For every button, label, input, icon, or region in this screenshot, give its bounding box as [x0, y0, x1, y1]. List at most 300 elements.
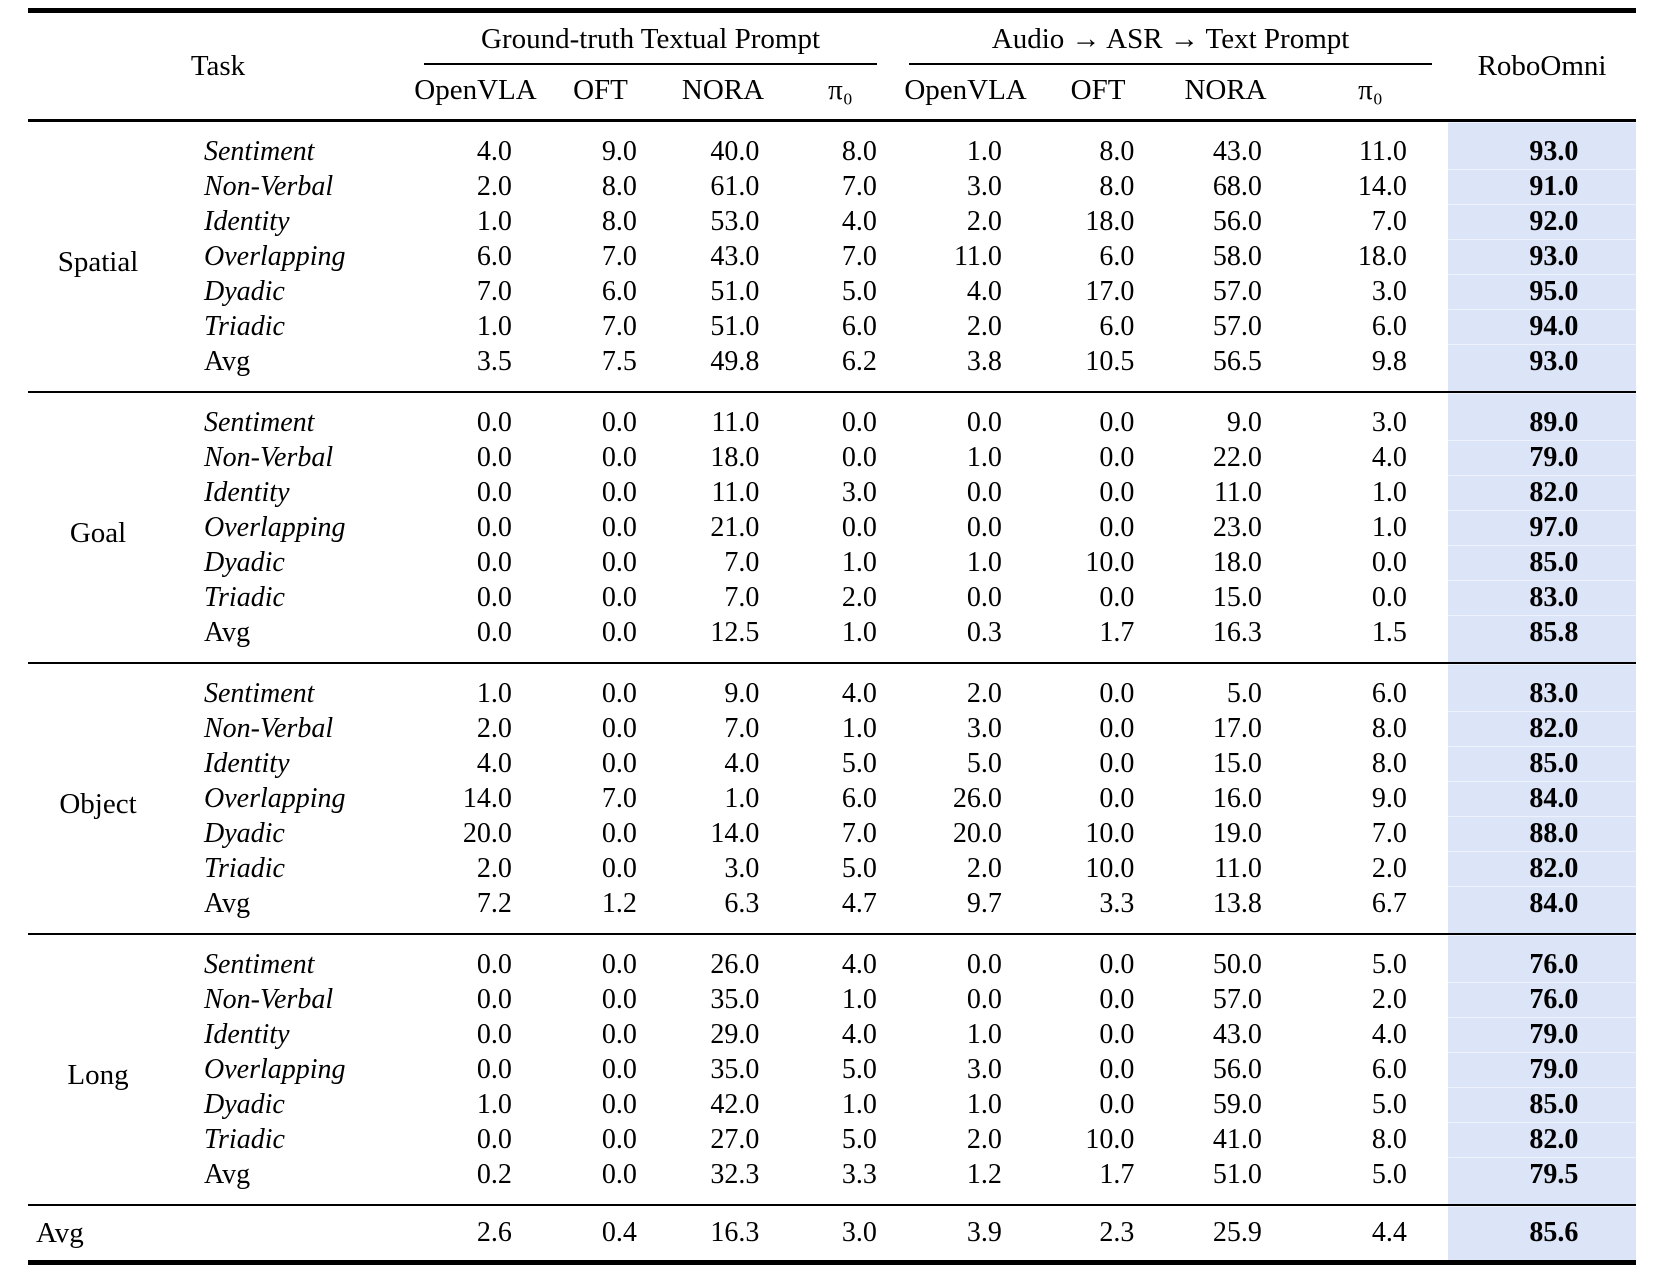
roboomni-score-cell: [1448, 239, 1636, 274]
score-cell: [408, 934, 543, 982]
score-cell: [543, 204, 658, 239]
score-value: 6.0: [841, 782, 877, 814]
score-value: 3.9: [966, 1217, 1002, 1248]
score-cell: [1158, 392, 1293, 440]
score-value: 0.0: [476, 546, 512, 578]
score-cell: [408, 851, 543, 886]
score-value: 3.5: [476, 345, 512, 377]
score-value: 4.4: [1371, 1217, 1407, 1248]
score-value: 0.0: [1099, 677, 1135, 709]
score-value: 9.0: [1371, 782, 1407, 814]
score-value: 42.0: [710, 1088, 760, 1120]
score-value: 0.0: [601, 817, 637, 849]
score-cell: [1038, 309, 1158, 344]
score-cell: [543, 121, 658, 170]
score-cell: [1293, 239, 1448, 274]
score-cell: [408, 475, 543, 510]
score-value: 0.0: [1099, 712, 1135, 744]
score-cell: [1038, 746, 1158, 781]
score-value: 0.0: [601, 948, 637, 980]
score-cell: [1038, 580, 1158, 615]
score-cell: [1158, 746, 1293, 781]
table-row: [28, 816, 1636, 851]
score-cell: [893, 982, 1038, 1017]
score-value: 0.0: [601, 983, 637, 1015]
subtask-label: Identity: [204, 205, 290, 237]
subtask-label: Dyadic: [204, 275, 285, 307]
score-value: 91.0: [1529, 170, 1579, 202]
score-value: 0.0: [476, 948, 512, 980]
score-value: 0.0: [1099, 983, 1135, 1015]
score-cell: [788, 169, 893, 204]
score-value: 0.0: [1099, 1018, 1135, 1050]
score-cell: [658, 239, 788, 274]
score-cell: [658, 1087, 788, 1122]
score-value: 0.0: [1099, 511, 1135, 543]
subtask-label: Sentiment: [204, 677, 315, 709]
score-value: 0.0: [601, 712, 637, 744]
score-cell: [543, 545, 658, 580]
score-value: 1.0: [966, 441, 1002, 473]
score-value: 4.0: [841, 1018, 877, 1050]
score-cell: [1038, 392, 1158, 440]
table-row: [28, 1017, 1636, 1052]
table-row: [28, 169, 1636, 204]
score-value: 94.0: [1529, 310, 1579, 342]
table-row: [28, 1052, 1636, 1087]
subtask-label: Triadic: [204, 581, 285, 613]
score-value: 7.0: [841, 240, 877, 272]
score-cell: [408, 510, 543, 545]
header-row-groups: [28, 11, 1636, 66]
score-cell: [893, 204, 1038, 239]
score-cell: [658, 1017, 788, 1052]
score-cell: [1038, 1122, 1158, 1157]
score-value: 4.0: [1371, 441, 1407, 473]
score-cell: [1038, 204, 1158, 239]
score-value: 85.6: [1529, 1217, 1579, 1248]
score-cell: [788, 121, 893, 170]
table-row: [28, 1157, 1636, 1205]
score-value: 1.0: [841, 616, 877, 648]
score-value: 2.0: [841, 581, 877, 613]
table-header: [28, 11, 1636, 121]
score-cell: [1038, 1157, 1158, 1205]
score-cell: [1293, 851, 1448, 886]
score-value: 2.6: [476, 1217, 512, 1248]
score-cell: [1158, 344, 1293, 392]
score-cell: [658, 1122, 788, 1157]
roboomni-column-header: RoboOmni: [1477, 49, 1607, 82]
subtask-label: Sentiment: [204, 948, 315, 980]
roboomni-score-cell: [1448, 545, 1636, 580]
score-value: 10.0: [1085, 1123, 1135, 1155]
score-cell: [658, 663, 788, 711]
score-value: 35.0: [710, 1053, 760, 1085]
score-value: 79.0: [1529, 441, 1579, 473]
score-value: 16.0: [1212, 782, 1262, 814]
score-value: 83.0: [1529, 581, 1579, 613]
score-value: 3.3: [1099, 887, 1135, 919]
score-value: 56.0: [1212, 1053, 1262, 1085]
score-cell: [658, 475, 788, 510]
score-cell: [1293, 580, 1448, 615]
score-cell: [543, 711, 658, 746]
score-cell: [1293, 1157, 1448, 1205]
score-cell: [543, 746, 658, 781]
score-cell: [788, 204, 893, 239]
score-value: 1.0: [841, 1088, 877, 1120]
score-value: 6.0: [1371, 677, 1407, 709]
score-cell: [408, 580, 543, 615]
score-cell: [543, 392, 658, 440]
score-value: 50.0: [1212, 948, 1262, 980]
score-cell: [658, 392, 788, 440]
score-cell: [658, 781, 788, 816]
score-cell: [658, 344, 788, 392]
score-value: 84.0: [1529, 782, 1579, 814]
score-value: 79.5: [1529, 1158, 1579, 1190]
score-cell: [1158, 309, 1293, 344]
subtask-label: Dyadic: [204, 546, 285, 578]
score-cell: [1038, 475, 1158, 510]
subtask-label: Overlapping: [204, 511, 346, 543]
table-row: [28, 580, 1636, 615]
roboomni-overall-avg-cell: [1448, 1205, 1636, 1263]
score-value: 85.8: [1529, 616, 1579, 648]
score-value: 0.0: [1099, 1053, 1135, 1085]
score-value: 4.0: [724, 747, 760, 779]
score-cell: [1038, 440, 1158, 475]
score-value: 12.5: [710, 616, 760, 648]
score-value: 25.9: [1212, 1217, 1262, 1248]
score-cell: [408, 886, 543, 934]
score-value: 26.0: [952, 782, 1002, 814]
score-value: 0.0: [966, 948, 1002, 980]
table-row: [28, 934, 1636, 982]
subtask-label: Triadic: [204, 852, 285, 884]
score-value: 17.0: [1085, 275, 1135, 307]
score-cell: [1038, 545, 1158, 580]
score-cell: [658, 851, 788, 886]
score-value: 76.0: [1529, 948, 1579, 980]
score-cell: [788, 781, 893, 816]
score-cell: [658, 545, 788, 580]
score-cell: [408, 309, 543, 344]
score-cell: [658, 1052, 788, 1087]
score-value: 0.0: [476, 406, 512, 438]
subtask-label: Identity: [204, 1018, 290, 1050]
score-value: 15.0: [1212, 581, 1262, 613]
subtask-label: Non-Verbal: [204, 170, 334, 202]
score-cell: [1293, 711, 1448, 746]
score-value: 6.7: [1371, 887, 1407, 919]
score-value: 6.2: [841, 345, 877, 377]
score-cell: [788, 545, 893, 580]
subtask-label: Triadic: [204, 1123, 285, 1155]
score-value: 0.0: [601, 1158, 637, 1190]
score-cell: [788, 580, 893, 615]
score-value: 5.0: [1371, 1158, 1407, 1190]
subtask-label: Triadic: [204, 310, 285, 342]
score-value: 7.0: [476, 275, 512, 307]
score-value: 3.0: [841, 1217, 877, 1248]
score-cell: [543, 886, 658, 934]
score-cell: [788, 934, 893, 982]
score-cell: [788, 1087, 893, 1122]
score-value: 0.0: [476, 1053, 512, 1085]
score-cell: [893, 440, 1038, 475]
column-header-asr-openvla: OpenVLA: [904, 74, 1027, 106]
score-value: 79.0: [1529, 1053, 1579, 1085]
score-value: 5.0: [841, 1053, 877, 1085]
score-cell: [408, 781, 543, 816]
score-cell: [658, 510, 788, 545]
score-value: 43.0: [710, 240, 760, 272]
score-cell: [543, 274, 658, 309]
score-value: 1.0: [476, 205, 512, 237]
score-value: 6.0: [601, 275, 637, 307]
score-cell: [658, 274, 788, 309]
score-value: 23.0: [1212, 511, 1262, 543]
score-value: 7.0: [1371, 205, 1407, 237]
overall-avg-cell: [788, 1205, 893, 1263]
score-value: 8.0: [601, 205, 637, 237]
score-value: 9.0: [601, 135, 637, 167]
subtask-label: Sentiment: [204, 135, 315, 167]
score-value: 20.0: [462, 817, 512, 849]
score-cell: [1038, 851, 1158, 886]
score-value: 57.0: [1212, 275, 1262, 307]
score-value: 82.0: [1529, 852, 1579, 884]
score-value: 5.0: [841, 852, 877, 884]
score-value: 17.0: [1212, 712, 1262, 744]
score-value: 2.0: [476, 712, 512, 744]
score-cell: [1158, 121, 1293, 170]
score-value: 1.5: [1371, 616, 1407, 648]
score-cell: [543, 1157, 658, 1205]
score-value: 0.0: [601, 511, 637, 543]
score-value: 93.0: [1529, 135, 1579, 167]
group-header-label: Audio → ASR → Text Prompt: [909, 13, 1432, 65]
score-cell: [788, 510, 893, 545]
score-value: 59.0: [1212, 1088, 1262, 1120]
score-value: 0.0: [601, 441, 637, 473]
score-cell: [788, 663, 893, 711]
score-cell: [658, 934, 788, 982]
score-value: 58.0: [1212, 240, 1262, 272]
score-value: 51.0: [710, 275, 760, 307]
score-value: 5.0: [841, 747, 877, 779]
score-cell: [1038, 1052, 1158, 1087]
score-value: 10.0: [1085, 817, 1135, 849]
score-value: 0.2: [476, 1158, 512, 1190]
score-cell: [1038, 121, 1158, 170]
score-cell: [893, 580, 1038, 615]
roboomni-score-cell: [1448, 1017, 1636, 1052]
score-cell: [543, 781, 658, 816]
score-value: 0.0: [601, 581, 637, 613]
roboomni-score-cell: [1448, 121, 1636, 170]
table-row: [28, 475, 1636, 510]
score-value: 1.0: [966, 1088, 1002, 1120]
score-value: 7.0: [841, 170, 877, 202]
score-cell: [788, 274, 893, 309]
score-cell: [1293, 475, 1448, 510]
score-value: 0.0: [476, 476, 512, 508]
score-cell: [408, 392, 543, 440]
score-value: 8.0: [1099, 170, 1135, 202]
score-value: 11.0: [1358, 135, 1407, 167]
roboomni-score-cell: [1448, 886, 1636, 934]
score-value: 7.0: [601, 782, 637, 814]
score-cell: [1293, 1087, 1448, 1122]
table-footer: [28, 1205, 1636, 1263]
score-value: 29.0: [710, 1018, 760, 1050]
score-cell: [658, 982, 788, 1017]
score-value: 26.0: [710, 948, 760, 980]
score-cell: [1158, 781, 1293, 816]
score-cell: [1293, 781, 1448, 816]
score-value: 51.0: [1212, 1158, 1262, 1190]
score-value: 0.0: [966, 581, 1002, 613]
score-cell: [1158, 580, 1293, 615]
score-value: 1.0: [724, 782, 760, 814]
score-value: 82.0: [1529, 476, 1579, 508]
score-value: 7.2: [476, 887, 512, 919]
score-value: 3.0: [966, 712, 1002, 744]
group-header-ground-truth-textual-prompt: [408, 11, 893, 66]
subtask-label: Non-Verbal: [204, 983, 334, 1015]
score-cell: [1038, 239, 1158, 274]
score-cell: [1293, 169, 1448, 204]
score-cell: [1038, 1017, 1158, 1052]
subtask-label: Identity: [204, 747, 290, 779]
score-cell: [893, 344, 1038, 392]
score-value: 2.0: [476, 852, 512, 884]
score-cell: [1038, 886, 1158, 934]
table-row: [28, 274, 1636, 309]
score-value: 1.2: [601, 887, 637, 919]
score-cell: [408, 344, 543, 392]
score-cell: [1038, 663, 1158, 711]
roboomni-score-cell: [1448, 851, 1636, 886]
score-value: 2.0: [1371, 983, 1407, 1015]
score-value: 0.0: [601, 852, 637, 884]
roboomni-score-cell: [1448, 615, 1636, 663]
score-cell: [788, 711, 893, 746]
score-cell: [1158, 1052, 1293, 1087]
score-cell: [543, 816, 658, 851]
score-cell: [543, 615, 658, 663]
score-cell: [1293, 663, 1448, 711]
score-value: 10.5: [1085, 345, 1135, 377]
score-value: 9.8: [1371, 345, 1407, 377]
score-value: 22.0: [1212, 441, 1262, 473]
score-cell: [1293, 121, 1448, 170]
score-value: 8.0: [601, 170, 637, 202]
score-value: 0.0: [1099, 948, 1135, 980]
score-value: 56.0: [1212, 205, 1262, 237]
score-value: 0.0: [476, 1018, 512, 1050]
table-row: [28, 851, 1636, 886]
score-cell: [893, 239, 1038, 274]
score-cell: [1293, 1122, 1448, 1157]
score-cell: [658, 886, 788, 934]
overall-avg-cell: [658, 1205, 788, 1263]
score-value: 4.0: [476, 135, 512, 167]
score-value: 11.0: [711, 476, 760, 508]
roboomni-score-cell: [1448, 204, 1636, 239]
score-cell: [1038, 934, 1158, 982]
score-value: 18.0: [1212, 546, 1262, 578]
subtask-label: Sentiment: [204, 406, 315, 438]
score-cell: [1293, 274, 1448, 309]
score-cell: [1293, 545, 1448, 580]
score-value: 8.0: [1371, 1123, 1407, 1155]
score-value: 79.0: [1529, 1018, 1579, 1050]
score-cell: [408, 1087, 543, 1122]
score-value: 10.0: [1085, 546, 1135, 578]
score-value: 8.0: [1371, 712, 1407, 744]
subtask-label: Overlapping: [204, 782, 346, 814]
table-row: [28, 309, 1636, 344]
score-cell: [788, 1017, 893, 1052]
score-cell: [1158, 663, 1293, 711]
roboomni-score-cell: [1448, 510, 1636, 545]
score-value: 1.0: [841, 983, 877, 1015]
subtask-label: Identity: [204, 476, 290, 508]
score-cell: [1038, 344, 1158, 392]
score-value: 1.0: [476, 1088, 512, 1120]
column-header-gt-pi0: π₀: [828, 74, 853, 106]
score-value: 18.0: [1085, 205, 1135, 237]
score-cell: [1158, 1122, 1293, 1157]
score-cell: [543, 1087, 658, 1122]
score-cell: [408, 1017, 543, 1052]
score-value: 2.0: [966, 852, 1002, 884]
overall-avg-cell: [408, 1205, 543, 1263]
score-value: 0.0: [1099, 782, 1135, 814]
score-cell: [893, 1052, 1038, 1087]
score-value: 43.0: [1212, 135, 1262, 167]
score-cell: [893, 886, 1038, 934]
score-value: 1.2: [966, 1158, 1002, 1190]
score-value: 18.0: [710, 441, 760, 473]
score-cell: [408, 746, 543, 781]
score-value: 35.0: [710, 983, 760, 1015]
score-cell: [1158, 274, 1293, 309]
roboomni-score-cell: [1448, 309, 1636, 344]
score-cell: [658, 615, 788, 663]
overall-avg-cell: [1293, 1205, 1448, 1263]
subtask-label: Overlapping: [204, 1053, 346, 1085]
score-cell: [1293, 1052, 1448, 1087]
score-cell: [1158, 1087, 1293, 1122]
column-header-gt-openvla: OpenVLA: [414, 74, 537, 106]
score-value: 9.0: [1226, 406, 1262, 438]
score-value: 0.0: [601, 1053, 637, 1085]
score-value: 5.0: [1371, 948, 1407, 980]
score-value: 0.0: [966, 406, 1002, 438]
group-header-audio-asr-text-prompt: [893, 11, 1448, 66]
score-value: 0.0: [601, 1123, 637, 1155]
subtask-label: Avg: [204, 887, 251, 919]
score-value: 2.3: [1099, 1217, 1135, 1248]
score-value: 3.0: [966, 1053, 1002, 1085]
roboomni-score-cell: [1448, 1157, 1636, 1205]
column-header-asr-oft: OFT: [1070, 74, 1126, 106]
